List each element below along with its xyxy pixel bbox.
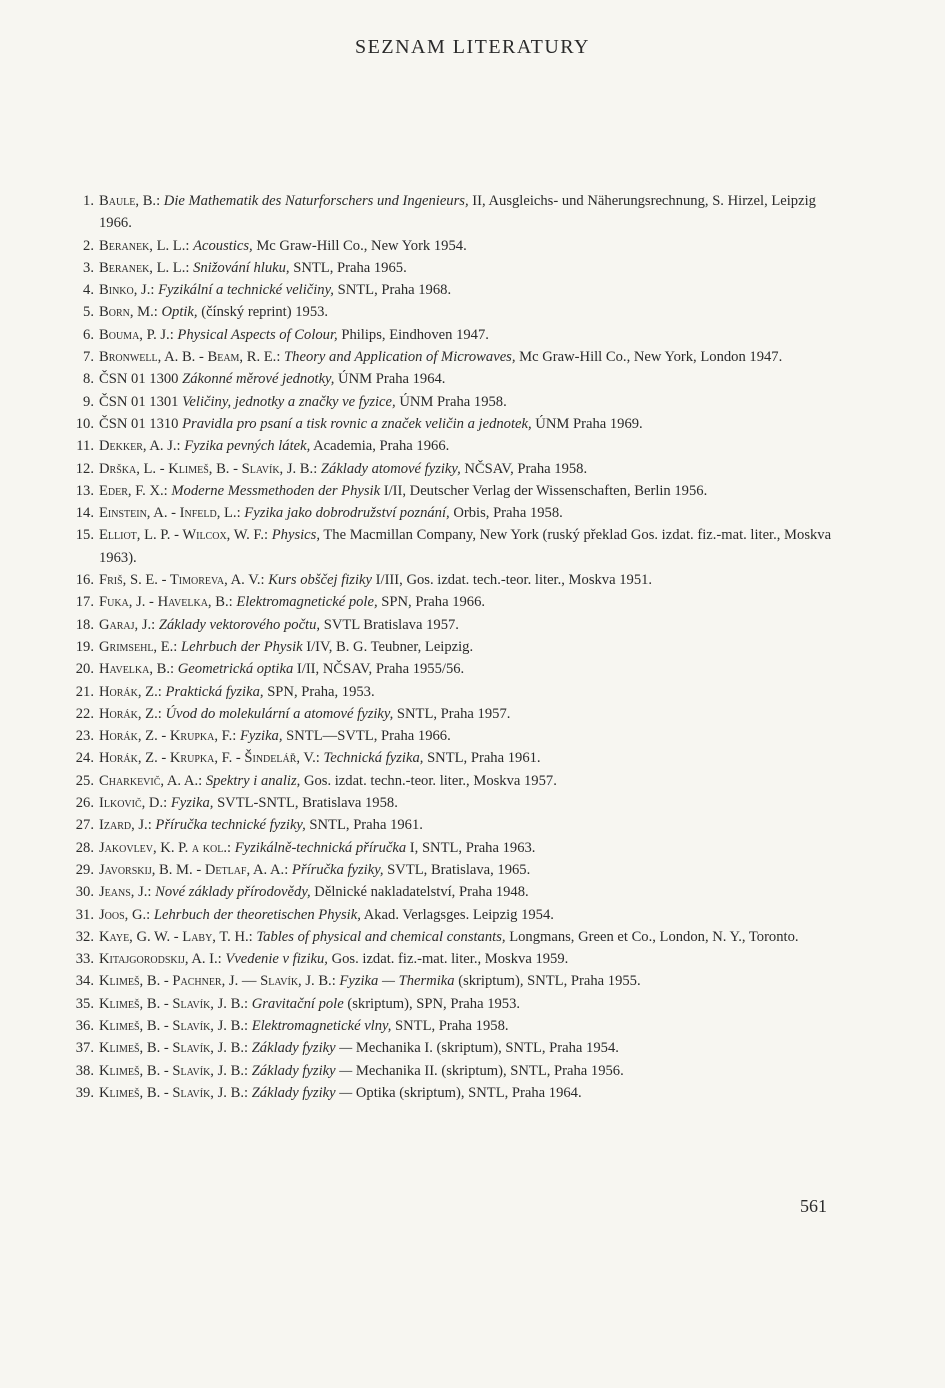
reference-text (99, 681, 832, 703)
reference-title: Úvod do molekulární a atomové fyziky, (165, 705, 394, 722)
reference-author: Bronwell, A. B. - Beam, R. E.: (99, 349, 281, 366)
reference-author: Charkevič, A. A.: (99, 772, 203, 789)
reference-title: Příručka technické fyziky, (155, 817, 306, 834)
reference-publication: Mechanika II. (skriptum), SNTL, Praha 1956. (355, 1062, 624, 1079)
reference-title: Physics, (271, 527, 320, 544)
reference-publication: SNTL, Praha 1957. (396, 705, 511, 722)
reference-publication: SNTL, Praha 1961. (427, 750, 541, 767)
reference-number: 22. (75, 705, 94, 722)
reference-number: 7. (83, 349, 94, 366)
reference-title: Základy fyziky — (251, 1062, 353, 1079)
reference-item (62, 681, 832, 703)
reference-publication: NČSAV, Praha 1958. (464, 460, 588, 477)
reference-author: Dekker, A. J.: (99, 438, 181, 455)
reference-number: 36. (75, 1017, 94, 1034)
reference-author: Ilkovič, D.: (99, 795, 168, 812)
reference-item (62, 301, 832, 323)
reference-title: Veličiny, jednotky a značky ve fyzice, (182, 393, 396, 410)
reference-text (99, 770, 832, 792)
reference-text (99, 837, 832, 859)
reference-number: 9. (83, 393, 94, 410)
page-title: SEZNAM LITERATURY (355, 36, 590, 58)
reference-text (99, 190, 832, 235)
reference-item (62, 1037, 832, 1059)
reference-title: Optik, (161, 304, 198, 321)
reference-title: Praktická fyzika, (165, 683, 264, 700)
reference-title: Fyzika — Thermika (339, 973, 455, 990)
reference-publication: I/III, Gos. izdat. tech.-teor. liter., Moskva 1951. (375, 572, 653, 589)
reference-item (62, 257, 832, 279)
reference-item (62, 524, 832, 569)
reference-number: 39. (75, 1084, 94, 1101)
reference-number: 24. (75, 750, 94, 767)
reference-publication: SVTL Bratislava 1957. (323, 616, 459, 633)
reference-publication: SVTL, Bratislava, 1965. (387, 861, 531, 878)
reference-title: Kurs obščej fiziky (268, 572, 372, 589)
reference-author: Drška, L. - Klimeš, B. - Slavík, J. B.: (99, 460, 318, 477)
reference-publication: SVTL-SNTL, Bratislava 1958. (217, 795, 398, 812)
reference-number: 29. (75, 861, 94, 878)
reference-text (99, 792, 832, 814)
reference-number: 2. (83, 237, 94, 254)
reference-text (99, 591, 832, 613)
reference-number: 17. (75, 594, 94, 611)
reference-number: 16. (75, 572, 94, 589)
reference-title: Základy fyziky — (251, 1040, 353, 1057)
reference-author: Klimeš, B. - Slavík, J. B.: (99, 1084, 249, 1101)
reference-text (99, 658, 832, 680)
reference-text (99, 1037, 832, 1059)
reference-title: Fyzika pevných látek, (184, 438, 311, 455)
reference-publication: ÚNM Praha 1964. (338, 371, 446, 388)
reference-number: 1. (83, 193, 94, 209)
reference-publication: SPN, Praha, 1953. (267, 683, 375, 700)
reference-publication: Mechanika I. (skriptum), SNTL, Praha 1954. (355, 1040, 619, 1057)
reference-text (99, 458, 832, 480)
reference-title: Gravitační pole (251, 995, 344, 1012)
reference-item (62, 814, 832, 836)
reference-number: 12. (75, 460, 94, 477)
reference-text (99, 948, 832, 970)
reference-author: ČSN 01 1301 (99, 393, 179, 410)
reference-publication: I/II, NČSAV, Praha 1955/56. (296, 661, 465, 678)
reference-author: Kitajgorodskij, A. I.: (99, 951, 222, 968)
reference-title: Snižování hluku, (193, 259, 290, 276)
reference-publication: (skriptum), SNTL, Praha 1955. (458, 973, 641, 990)
reference-author: Javorskij, B. M. - Detlaf, A. A.: (99, 861, 289, 878)
reference-text (99, 926, 832, 948)
reference-author: Klimeš, B. - Pachner, J. — Slavík, J. B.: (99, 973, 336, 990)
reference-item (62, 569, 832, 591)
reference-item (62, 1082, 832, 1104)
reference-author: Horák, Z. - Krupka, F. - Šindelář, V.: (99, 750, 320, 767)
reference-publication: Philips, Eindhoven 1947. (341, 326, 489, 343)
reference-author: Jeans, J.: (99, 884, 152, 901)
reference-number: 8. (83, 371, 94, 388)
reference-title: Fyzikální a technické veličiny, (158, 282, 334, 299)
reference-item (62, 391, 832, 413)
reference-number: 6. (83, 326, 94, 343)
reference-publication: Dělnické nakladatelství, Praha 1948. (314, 884, 529, 901)
reference-number: 14. (75, 505, 94, 522)
reference-number: 25. (75, 772, 94, 789)
reference-text (99, 235, 832, 257)
reference-publication: The Macmillan Company, New York (ruský překlad Gos. izdat. fiz.-mat. liter., Moskva 1963). (99, 527, 832, 566)
reference-author: Einstein, A. - Infeld, L.: (99, 505, 241, 522)
reference-text (99, 413, 832, 435)
reference-author: Kaye, G. W. - Laby, T. H.: (99, 928, 253, 945)
reference-author: Beranek, L. L.: (99, 237, 190, 254)
reference-publication: I, SNTL, Praha 1963. (409, 839, 536, 856)
reference-text (99, 368, 832, 390)
reference-item (62, 279, 832, 301)
reference-item (62, 904, 832, 926)
reference-text (99, 904, 832, 926)
reference-text (99, 279, 832, 301)
reference-author: ČSN 01 1310 (99, 415, 179, 432)
reference-title: Fyzikálně-technická příručka (234, 839, 407, 856)
reference-title: Spektry i analiz, (205, 772, 301, 789)
reference-item (62, 346, 832, 368)
reference-author: Born, M.: (99, 304, 158, 321)
reference-author: Baule, B.: (99, 193, 161, 209)
reference-publication: (čínský reprint) 1953. (201, 304, 329, 321)
reference-title: Fyzika, (170, 795, 214, 812)
reference-text (99, 703, 832, 725)
reference-item (62, 614, 832, 636)
reference-item (62, 591, 832, 613)
reference-author: Eder, F. X.: (99, 482, 168, 499)
reference-text (99, 814, 832, 836)
reference-item (62, 725, 832, 747)
reference-number: 32. (75, 928, 94, 945)
reference-item (62, 1060, 832, 1082)
reference-text (99, 1060, 832, 1082)
reference-publication: Gos. izdat. fiz.-mat. liter., Moskva 1959. (331, 951, 569, 968)
reference-author: ČSN 01 1300 (99, 371, 179, 388)
reference-number: 34. (75, 973, 94, 990)
reference-item (62, 235, 832, 257)
reference-title: Fyzika, (239, 728, 283, 745)
reference-title: Příručka fyziky, (291, 861, 384, 878)
reference-number: 35. (75, 995, 94, 1012)
reference-item (62, 1015, 832, 1037)
reference-text (99, 524, 832, 569)
reference-text (99, 747, 832, 769)
reference-text (99, 324, 832, 346)
reference-number: 18. (75, 616, 94, 633)
reference-title: Základy vektorového počtu, (158, 616, 321, 633)
reference-number: 23. (75, 728, 94, 745)
reference-title: Elektromagnetické vlny, (251, 1017, 392, 1034)
reference-author: Elliot, L. P. - Wilcox, W. F.: (99, 527, 269, 544)
reference-author: Fuka, J. - Havelka, B.: (99, 594, 233, 611)
reference-number: 37. (75, 1040, 94, 1057)
reference-text (99, 257, 832, 279)
reference-author: Jakovlev, K. P. a kol.: (99, 839, 232, 856)
reference-publication: Gos. izdat. techn.-teor. liter., Moskva 1957. (303, 772, 557, 789)
reference-author: Horák, Z.: (99, 705, 162, 722)
reference-title: Moderne Messmethoden der Physik (171, 482, 381, 499)
reference-publication: Mc Graw-Hill Co., New York 1954. (256, 237, 467, 254)
reference-number: 21. (75, 683, 94, 700)
reference-publication: II, Ausgleichs- und Näherungsrechnung, S. Hirzel, Leipzig 1966. (99, 193, 816, 232)
reference-publication: SNTL, Praha 1968. (337, 282, 452, 299)
reference-title: Lehrbuch der Physik (181, 638, 303, 655)
reference-text (99, 1015, 832, 1037)
reference-author: Grimsehl, E.: (99, 638, 178, 655)
reference-item (62, 859, 832, 881)
reference-number: 31. (75, 906, 94, 923)
page-number: 561 (800, 1196, 827, 1216)
reference-title: Lehrbuch der theoretischen Physik, (153, 906, 361, 923)
reference-number: 20. (75, 661, 94, 678)
reference-author: Friš, S. E. - Timoreva, A. V.: (99, 572, 265, 589)
reference-text (99, 614, 832, 636)
reference-item (62, 993, 832, 1015)
reference-publication: SNTL, Praha 1961. (309, 817, 423, 834)
reference-text (99, 881, 832, 903)
reference-author: Beranek, L. L.: (99, 259, 190, 276)
reference-title: Acoustics, (193, 237, 253, 254)
reference-number: 38. (75, 1062, 94, 1079)
reference-publication: Longmans, Green et Co., London, N. Y., Toronto. (509, 928, 799, 945)
reference-number: 26. (75, 795, 94, 812)
reference-number: 13. (75, 482, 94, 499)
reference-item (62, 770, 832, 792)
reference-text (99, 569, 832, 591)
reference-item (62, 747, 832, 769)
reference-title: Geometrická optika (177, 661, 294, 678)
reference-text (99, 480, 832, 502)
reference-number: 33. (75, 951, 94, 968)
reference-item (62, 324, 832, 346)
reference-text (99, 346, 832, 368)
reference-number: 5. (83, 304, 94, 321)
reference-item (62, 458, 832, 480)
reference-author: Havelka, B.: (99, 661, 175, 678)
reference-publication: SNTL, Praha 1958. (395, 1017, 509, 1034)
reference-item (62, 413, 832, 435)
reference-text (99, 301, 832, 323)
reference-number: 11. (76, 438, 94, 455)
reference-publication: I/II, Deutscher Verlag der Wissenschaften, Berlin 1956. (383, 482, 708, 499)
reference-item (62, 792, 832, 814)
reference-publication: ÚNM Praha 1969. (535, 415, 643, 432)
reference-title: Die Mathematik des Naturforschers und Ingenieurs, (163, 193, 469, 209)
reference-publication: Mc Graw-Hill Co., New York, London 1947. (519, 349, 783, 366)
reference-publication: Optika (skriptum), SNTL, Praha 1964. (355, 1084, 582, 1101)
reference-author: Binko, J.: (99, 282, 155, 299)
reference-author: Garaj, J.: (99, 616, 156, 633)
reference-author: Klimeš, B. - Slavík, J. B.: (99, 1017, 249, 1034)
reference-list (62, 190, 832, 1104)
reference-author: Klimeš, B. - Slavík, J. B.: (99, 995, 249, 1012)
reference-number: 30. (75, 884, 94, 901)
reference-author: Horák, Z.: (99, 683, 162, 700)
reference-author: Klimeš, B. - Slavík, J. B.: (99, 1040, 249, 1057)
reference-publication: Orbis, Praha 1958. (453, 505, 563, 522)
reference-number: 27. (75, 817, 94, 834)
reference-author: Horák, Z. - Krupka, F.: (99, 728, 237, 745)
reference-title: Základy fyziky — (251, 1084, 353, 1101)
reference-item (62, 480, 832, 502)
reference-publication: (skriptum), SPN, Praha 1953. (347, 995, 521, 1012)
reference-item (62, 703, 832, 725)
reference-title: Zákonné měrové jednotky, (182, 371, 335, 388)
reference-title: Physical Aspects of Colour, (177, 326, 338, 343)
reference-item (62, 948, 832, 970)
reference-title: Fyzika jako dobrodružství poznání, (244, 505, 450, 522)
reference-item (62, 926, 832, 948)
reference-title: Pravidla pro psaní a tisk rovnic a značek veličin a jednotek, (182, 415, 532, 432)
reference-text (99, 859, 832, 881)
reference-author: Klimeš, B. - Slavík, J. B.: (99, 1062, 249, 1079)
reference-title: Elektromagnetické pole, (236, 594, 378, 611)
reference-item (62, 837, 832, 859)
reference-text (99, 725, 832, 747)
reference-item (62, 502, 832, 524)
reference-publication: SPN, Praha 1966. (381, 594, 486, 611)
reference-item (62, 658, 832, 680)
reference-number: 4. (83, 282, 94, 299)
reference-title: Vvedenie v fiziku, (225, 951, 328, 968)
reference-title: Theory and Application of Microwaves, (284, 349, 516, 366)
reference-publication: SNTL, Praha 1965. (293, 259, 407, 276)
reference-title: Nové základy přírodovědy, (155, 884, 311, 901)
reference-author: Joos, G.: (99, 906, 151, 923)
reference-number: 15. (75, 527, 94, 544)
reference-item (62, 636, 832, 658)
reference-text (99, 993, 832, 1015)
reference-item (62, 881, 832, 903)
reference-number: 10. (75, 415, 94, 432)
reference-item (62, 190, 832, 235)
reference-number: 19. (75, 638, 94, 655)
reference-item (62, 368, 832, 390)
reference-text (99, 636, 832, 658)
reference-publication: I/IV, B. G. Teubner, Leipzig. (306, 638, 474, 655)
reference-text (99, 502, 832, 524)
reference-text (99, 391, 832, 413)
reference-item (62, 970, 832, 992)
reference-publication: Akad. Verlagsges. Leipzig 1954. (363, 906, 554, 923)
reference-item (62, 435, 832, 457)
reference-text (99, 435, 832, 457)
reference-title: Základy atomové fyziky, (320, 460, 461, 477)
reference-author: Izard, J.: (99, 817, 152, 834)
reference-publication: ÚNM Praha 1958. (399, 393, 507, 410)
reference-text (99, 970, 832, 992)
reference-title: Technická fyzika, (323, 750, 424, 767)
reference-number: 3. (83, 259, 94, 276)
reference-author: Bouma, P. J.: (99, 326, 174, 343)
reference-title: Tables of physical and chemical constants, (256, 928, 506, 945)
reference-text (99, 1082, 832, 1104)
reference-number: 28. (75, 839, 94, 856)
reference-publication: Academia, Praha 1966. (313, 438, 450, 455)
reference-publication: SNTL—SVTL, Praha 1966. (286, 728, 451, 745)
